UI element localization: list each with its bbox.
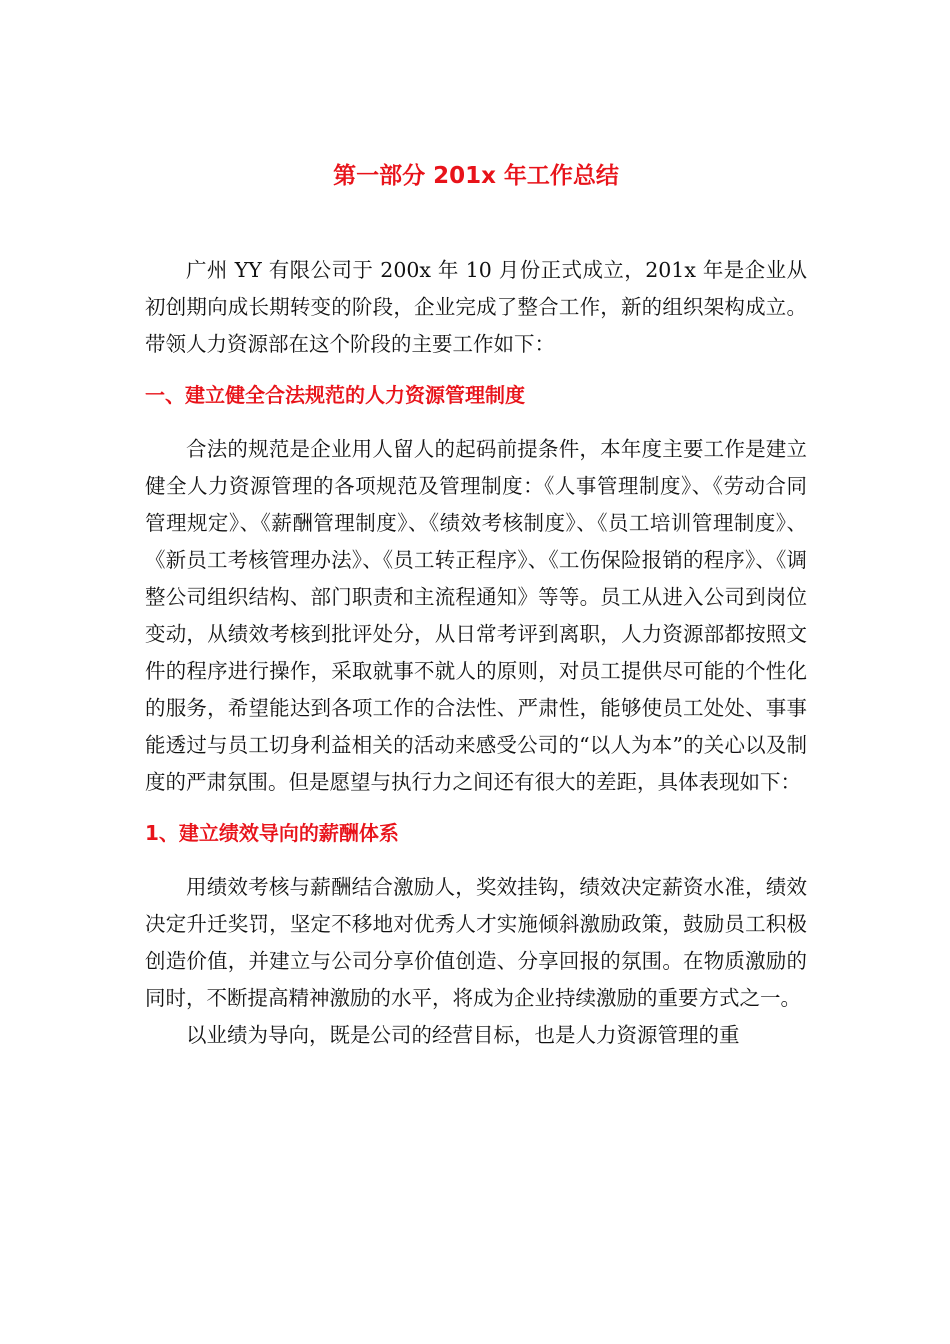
- intro-paragraph: 广州 YY 有限公司于 200x 年 10 月份正式成立，201x 年是企业从初创期向成长期转变的阶段，企业完成了整合工作，新的组织架构成立。带领人力资源部在这个阶段的主要工作如下：: [145, 258, 807, 356]
- document-body: [145, 158, 807, 1054]
- subsection-paragraph-2: 以业绩为导向，既是公司的经营目标，也是人力资源管理的重: [186, 1023, 740, 1047]
- subsection-heading: 1、建立绩效导向的薪酬体系: [145, 821, 399, 845]
- section-heading: 一、建立健全合法规范的人力资源管理制度: [145, 383, 525, 407]
- document-title: 第一部分 201x 年工作总结: [333, 163, 619, 189]
- section-paragraph: 合法的规范是企业用人留人的起码前提条件，本年度主要工作是建立健全人力资源管理的各项规范及管理制度：《人事管理制度》、《劳动合同管理规定》、《薪酬管理制度》、《绩效考核制度》、《员工培训管理制度》、《新员工考核管理办法》、《员工转正程序》、《工伤保险报销的程序》、《调整公司组织结构、部门职责和主流程通知》等等。员工从进入公司到岗位变动，从绩效考核到批评处分，从日常考评到离职，人力资源部都按照文件的程序进行操作，采取就事不就人的原则，对员工提供尽可能的个性化的服务，希望能达到各项工作的合法性、严肃性，能够使员工处处、事事能透过与员工切身利益相关的活动来感受公司的“以人为本”的关心以及制度的严肃氛围。但是愿望与执行力之间还有很大的差距，具体表现如下：: [145, 437, 807, 794]
- subsection-paragraph-1: 用绩效考核与薪酬结合激励人，奖效挂钩，绩效决定薪资水准，绩效决定升迁奖罚，坚定不移地对优秀人才实施倾斜激励政策，鼓励员工积极创造价值，并建立与公司分享价值创造、分享回报的氛围。在物质激励的同时，不断提高精神激励的水平，将成为企业持续激励的重要方式之一。: [145, 875, 807, 1010]
